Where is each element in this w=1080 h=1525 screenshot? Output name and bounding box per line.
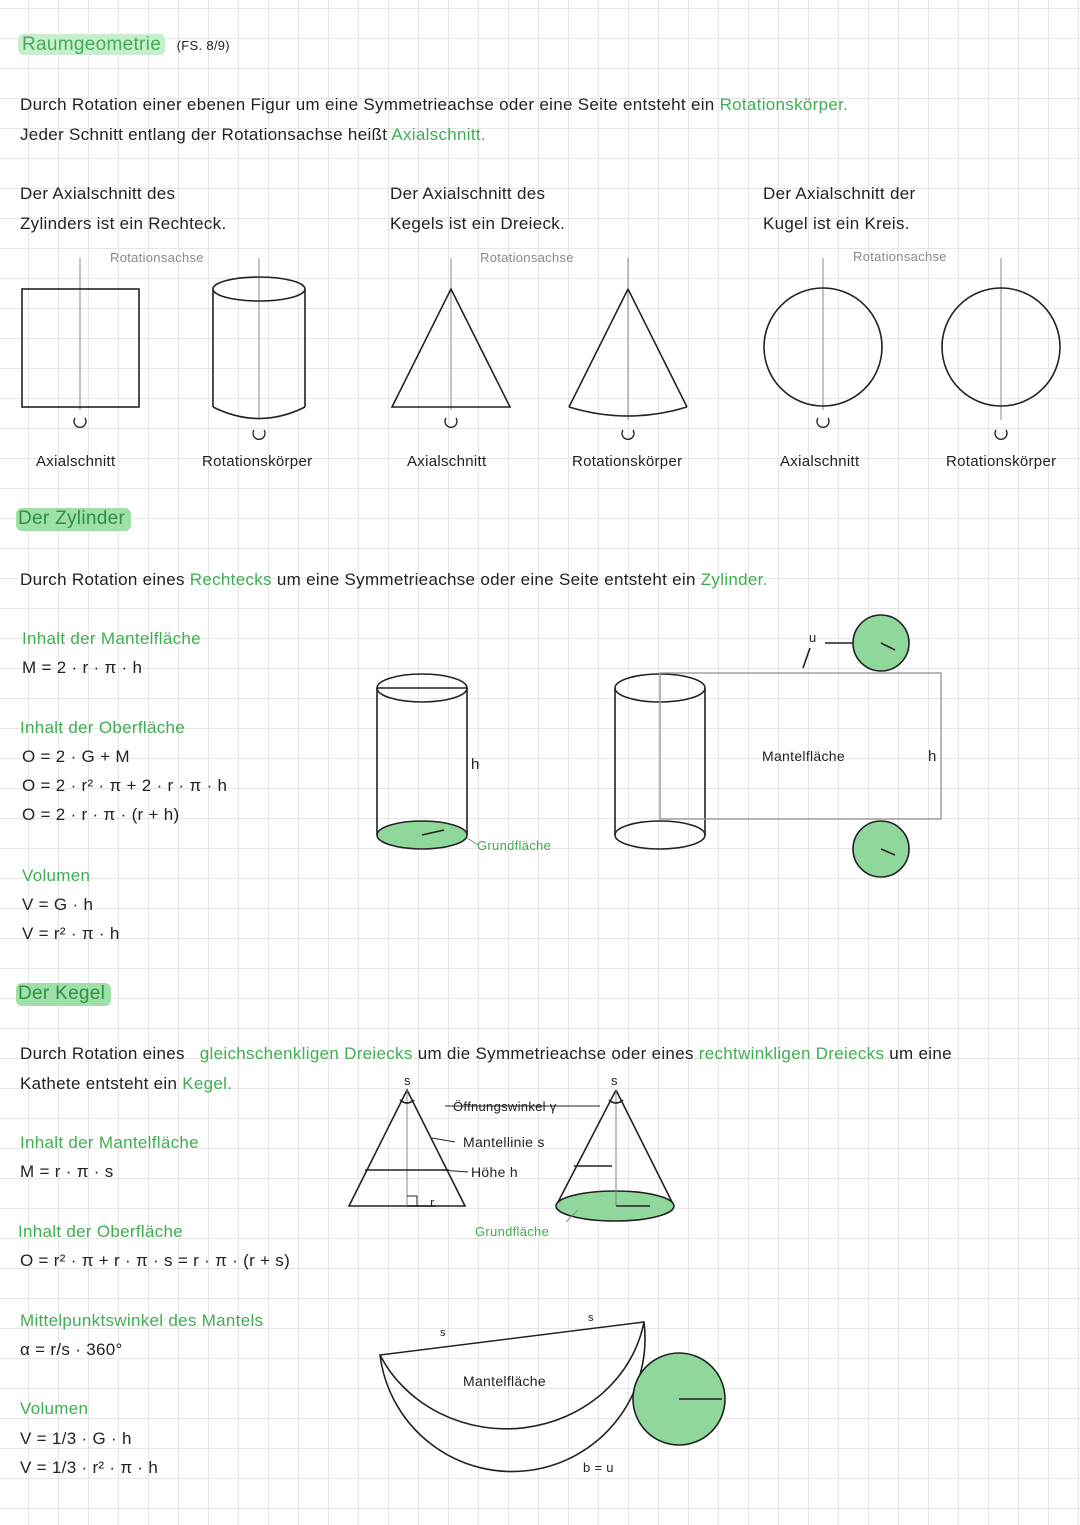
zylinder-vol-f1: V = G · h [22,895,94,914]
section-kegel-l2: Kegels ist ein Dreieck. [390,214,566,233]
zylinder-mantel-heading: Inhalt der Mantelfläche [22,629,201,648]
kegel-big-2 [556,1090,674,1222]
section-zylinder-l2: Zylinders ist ein Rechteck. [20,214,227,233]
kegel-winkel-heading: Mittelpunktswinkel des Mantels [20,1311,264,1330]
zylinder-mantel-label: Mantelfläche [762,748,845,764]
zylinder-grund-label: Grundfläche [477,838,552,853]
zylinder-heading: Der Zylinder [16,508,131,531]
kegel-s-label-3: s [440,1327,446,1339]
kegel-intro-term-recht: rechtwinkligen Dreiecks [698,1044,885,1063]
zylinder-ober-f1: O = 2 · G + M [22,747,130,766]
zylinder-intro-term-rechteck: Rechtecks [189,570,272,589]
section-kugel-l2: Kugel ist ein Kreis. [763,214,910,233]
kegel-vol-heading: Volumen [20,1399,89,1418]
zylinder-vol-f2: V = r² · π · h [22,924,120,943]
kegel-intro-term-kegel: Kegel. [182,1074,233,1093]
fig-label-axial-1: Axialschnitt [36,453,116,470]
kegel-mantel-label: Mantelfläche [463,1373,546,1389]
kegel-r-label-1: r [430,1195,435,1210]
zylinder-intro-a: Durch Rotation eines [20,570,185,589]
zylinder-intro-b: um eine Symmetrieachse oder eine Seite entsteht ein [276,570,696,589]
kegel-intro-a: Durch Rotation eines [20,1044,185,1063]
kegel-bu-label: b = u [583,1460,614,1475]
zylinder-big-2 [615,615,941,877]
intro-term-rotationskoerper: Rotationskörper. [719,95,849,114]
axis-label-zylinder: Rotationsachse [110,250,204,265]
zylinder-ober-f2: O = 2 · r² · π + 2 · r · π · h [22,776,228,795]
kegel-winkel-formula: α = r/s · 360° [20,1340,123,1359]
kegel-intro-c: um eine [889,1044,952,1063]
fig-label-axial-2: Axialschnitt [407,453,487,470]
kegel-s-label-2: s [611,1073,618,1088]
kegel-s-label-4: s [588,1312,594,1324]
zylinder-h-label: h [471,756,480,773]
zylinder-net-h-label: h [928,748,937,765]
zylinder-vol-heading: Volumen [22,866,91,885]
title-note: (FS. 8/9) [176,38,230,53]
rotation-axes [80,258,1001,420]
fig-label-body-2: Rotationskörper [572,453,683,470]
kegel-oeffnung-label: Öffnungswinkel γ [453,1099,557,1114]
axis-label-kegel: Rotationsachse [480,250,574,265]
intro-line-2-text: Jeder Schnitt entlang der Rotationsachse heißt [20,125,388,144]
kegel-s-label-1: s [404,1073,411,1088]
zylinder-mantel-formula: M = 2 · r · π · h [22,658,143,677]
zylinder-intro-term-zylinder: Zylinder. [700,570,768,589]
fig-label-body-1: Rotationskörper [202,453,313,470]
rotation-arrows [74,418,1007,439]
kegel-intro-term-gleich: gleichschenkligen Dreiecks [199,1044,413,1063]
title-text: Raumgeometrie [18,34,165,55]
kegel-ober-formula: O = r² · π + r · π · s = r · π · (r + s) [20,1251,291,1270]
zylinder-ober-f3: O = 2 · r · π · (r + h) [22,805,180,824]
zylinder-big-1 [377,674,478,849]
fig-label-body-3: Rotationskörper [946,453,1057,470]
kegel-intro-d: Kathete entsteht ein [20,1074,178,1093]
kegel-net [380,1322,725,1472]
intro-line-1-text: Durch Rotation einer ebenen Figur um eine Symmetrieachse oder eine Seite entsteht ein [20,95,715,114]
kegel-hoehe-label: Höhe h [471,1164,518,1180]
kegel-mantel-heading: Inhalt der Mantelfläche [20,1133,199,1152]
kegel-mantel-formula: M = r · π · s [20,1162,114,1181]
kegel-intro-b: um die Symmetrieachse oder eines [417,1044,694,1063]
zylinder-ober-heading: Inhalt der Oberfläche [20,718,186,737]
kegel-ober-heading: Inhalt der Oberfläche [18,1222,184,1241]
zylinder-u-label: u [809,630,817,645]
section-zylinder-l1: Der Axialschnitt des [20,184,176,203]
kegel-heading: Der Kegel [16,983,111,1006]
kegel-vol-f1: V = 1/3 · G · h [20,1429,132,1448]
intro-term-axialschnitt: Axialschnitt. [391,125,486,144]
section-kegel-l1: Der Axialschnitt des [390,184,546,203]
kegel-vol-f2: V = 1/3 · r² · π · h [20,1458,159,1477]
section-kugel-l1: Der Axialschnitt der [763,184,916,203]
kegel-big-1 [349,1090,600,1206]
kegel-mantellinie-label: Mantellinie s [463,1134,545,1150]
axis-label-kugel: Rotationsachse [853,249,947,264]
fig-label-axial-3: Axialschnitt [780,453,860,470]
kegel-grund-label: Grundfläche [475,1224,550,1239]
